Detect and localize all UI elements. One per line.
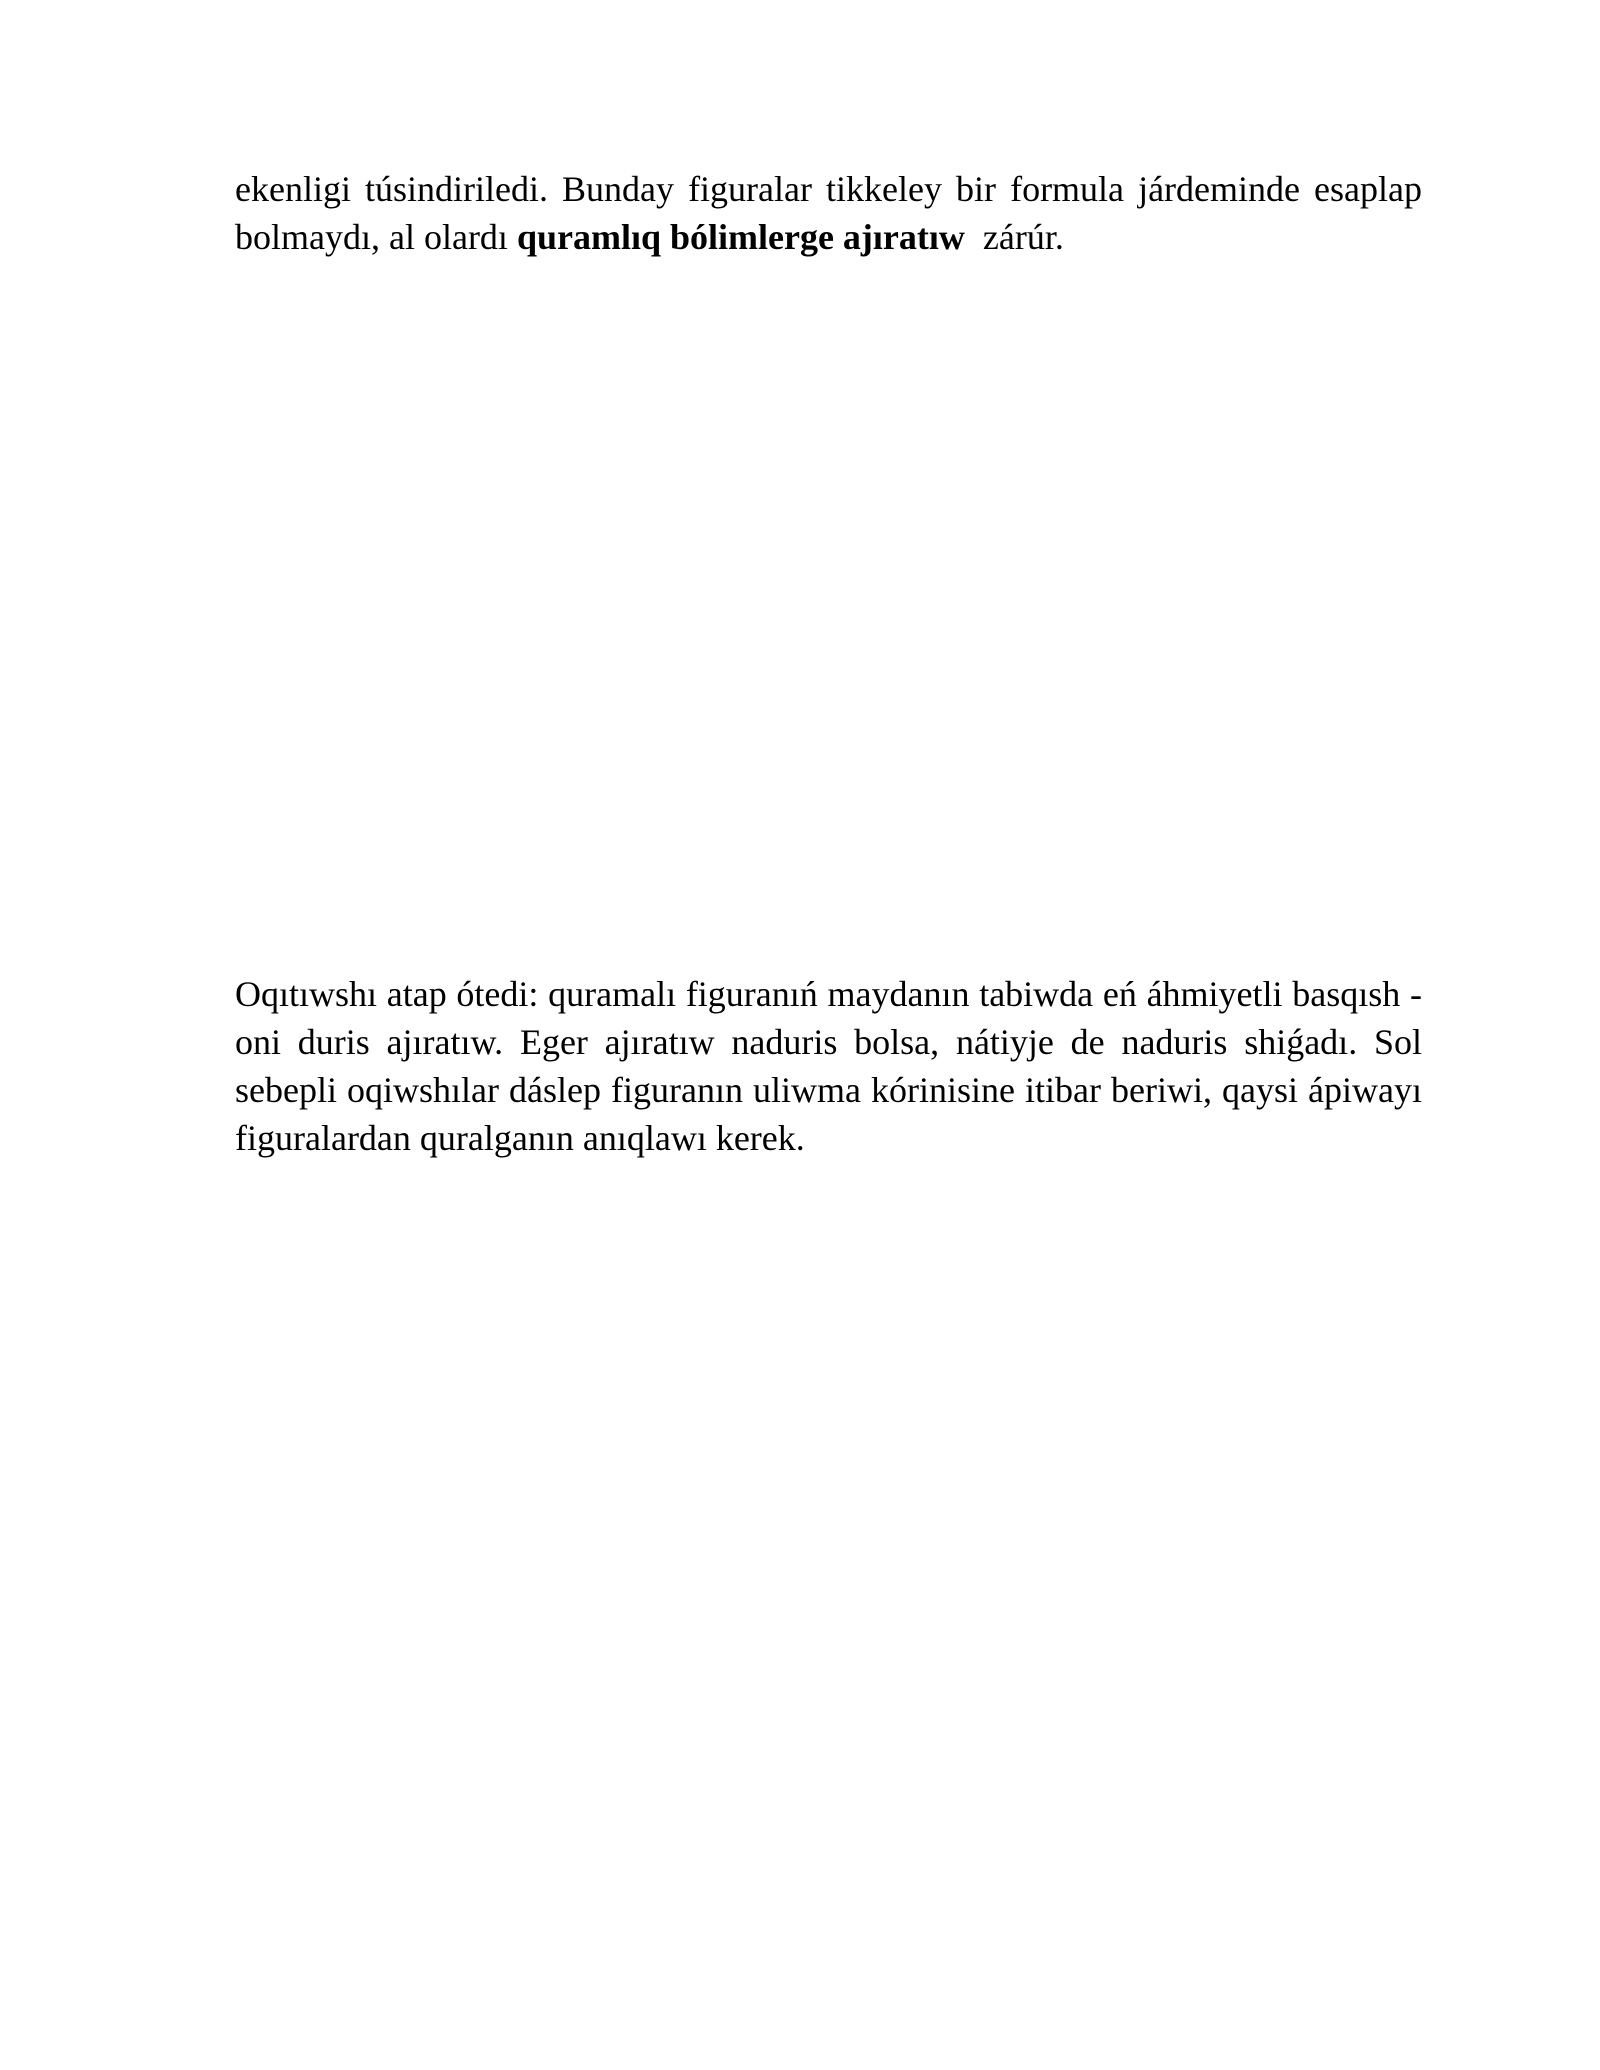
paragraph-2: Oqıtıwshı atap ótedi: quramalı figuranıń maydanın tabiwda eń áhmiyetli basqısh - oni duris ajıratıw. Eger ajıratıw naduris bolsa, nátiyje de naduris shiǵadı. Sol sebepli oqiwshılar dáslep figuranın uliwma kórinisine itibar beriwi, qaysi ápiwayı figuralardan quralganın anıqlawı kerek. xyxy=(235,974,1422,1158)
paragraph-1-text: ekenligi túsindiriledi. Bunday figuralar tikkeley bir formula járdeminde esaplap bolmaydı, al olardı xyxy=(235,169,1422,257)
paragraph-1 xyxy=(235,165,1422,261)
paragraph-1-ending: zárúr. xyxy=(964,217,1064,257)
paragraph-1-bold-term: quramlıq bólimlerge ajıratıw xyxy=(516,217,965,257)
